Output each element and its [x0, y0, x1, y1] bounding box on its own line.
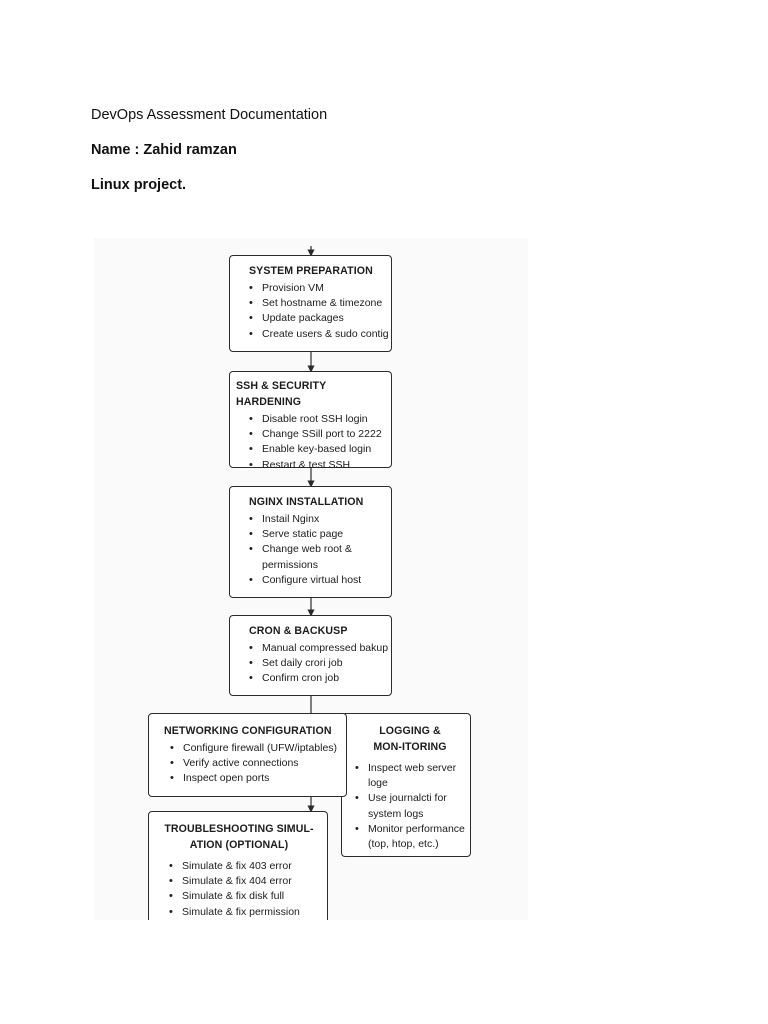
list-item: • Change web root & permissions — [249, 542, 369, 572]
list-item: • Manual compressed bakup — [249, 641, 391, 656]
list-item: • Inspect web server loge — [355, 761, 467, 791]
list-item: • Serve static page — [249, 527, 369, 542]
list-item: • Configure virtual host — [249, 573, 369, 588]
list-item: • Simulate & fix 404 error — [169, 874, 327, 889]
system-preparation-box — [229, 255, 392, 352]
list-item: • Use journalcti for system logs — [355, 791, 467, 821]
list-item: • Inspect open ports — [170, 771, 346, 786]
list-item: • Verify active connections — [170, 756, 346, 771]
list-item: • Monitor performance (top, htop, etc.) — [355, 822, 467, 852]
logging-monitoring-title: LOGGING & MON-ITORING — [373, 725, 447, 753]
list-item: • Update packages — [249, 311, 391, 326]
list-item: • Simulate & fix disk full — [169, 889, 327, 904]
list-item: • Provision VM — [249, 281, 391, 296]
author-name: Name : Zahid ramzan — [91, 142, 237, 158]
system-preparation-title: SYSTEM PREPARATION — [249, 265, 373, 277]
troubleshooting-title: TROUBLESHOOTING SIMUL-ATION (OPTIONAL) — [164, 823, 314, 851]
flowchart-figure — [94, 238, 528, 920]
list-item: • Disable root SSH login — [249, 412, 391, 427]
list-item: • Instail Nginx — [249, 512, 369, 527]
troubleshooting-box — [148, 811, 328, 920]
list-item: • Simulate & fix 403 error — [169, 859, 327, 874]
ssh-security-title: SSH & SECURITY HARDENING — [236, 380, 327, 408]
list-item: • Change SSill port to 2222 — [249, 427, 391, 442]
list-item: • Create users & sudo contig — [249, 327, 391, 342]
document-title: DevOps Assessment Documentation — [91, 107, 328, 123]
nginx-installation-title: NGINX INSTALLATION — [249, 496, 364, 508]
list-item: • Set daily crori job — [249, 656, 391, 671]
networking-configuration-title: NETWORKING CONFIGURATION — [164, 725, 332, 737]
list-item: • Confirm cron job — [249, 671, 391, 686]
list-item: • Restart & test SSH — [249, 458, 391, 473]
cron-backup-box — [229, 615, 392, 696]
list-item: • Configure firewall (UFW/iptables) — [170, 741, 346, 756]
project-subtitle: Linux project. — [91, 177, 187, 193]
networking-configuration-box — [148, 713, 347, 797]
nginx-installation-box — [229, 486, 392, 598]
logging-monitoring-box — [341, 713, 471, 857]
list-item: • Enable key-based login — [249, 442, 391, 457]
list-item: • Simulate & fix permission — [169, 905, 327, 920]
ssh-security-box — [229, 371, 392, 471]
cron-backup-title: CRON & BACKUSP — [249, 625, 348, 637]
list-item: • Set hostname & timezone — [249, 296, 391, 311]
